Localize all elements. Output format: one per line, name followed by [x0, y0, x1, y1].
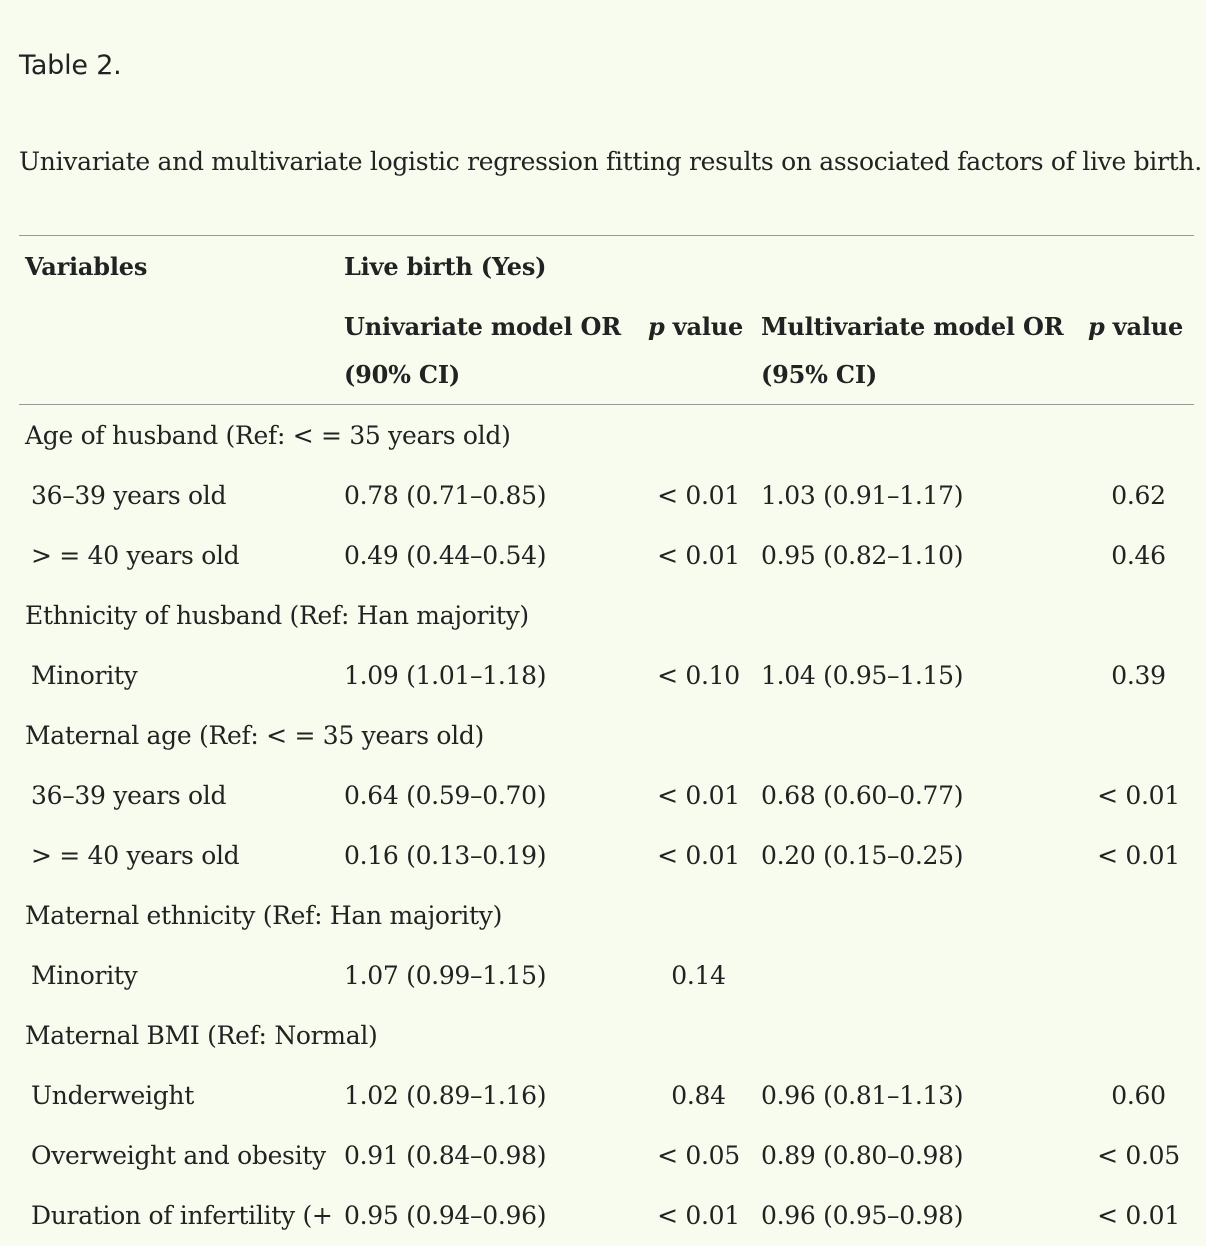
cell-univariate-p: < 0.10: [657, 661, 740, 690]
cell-univariate-p: < 0.01: [657, 481, 740, 510]
cell-multivariate-p: < 0.01: [1097, 1201, 1180, 1230]
cell-multivariate-or: 0.20 (0.15–0.25): [761, 841, 964, 870]
cell-variable: 36–39 years old: [31, 481, 227, 510]
cell-variable: Minority: [31, 661, 138, 690]
table-group-row: [0, 706, 1206, 766]
p-value-text: value: [1104, 312, 1184, 341]
cell-univariate-p: < 0.01: [657, 541, 740, 570]
cell-multivariate-or: 0.96 (0.95–0.98): [761, 1201, 964, 1230]
header-bottom-rule: [19, 404, 1194, 405]
header-univariate-p-value: [648, 303, 743, 351]
cell-univariate-or: 0.95 (0.94–0.96): [344, 1201, 547, 1230]
cell-univariate-p: < 0.05: [657, 1141, 740, 1170]
cell-univariate-or: 0.91 (0.84–0.98): [344, 1141, 547, 1170]
cell-univariate-p: 0.14: [671, 961, 726, 990]
cell-univariate-or: 1.02 (0.89–1.16): [344, 1081, 547, 1110]
table-row: [0, 1066, 1206, 1126]
cell-variable: Maternal age (Ref: < = 35 years old): [25, 721, 484, 750]
cell-variable: Maternal BMI (Ref: Normal): [25, 1021, 378, 1050]
p-value-text: value: [664, 312, 744, 341]
table-body: [0, 406, 1206, 1246]
cell-variable: Duration of infertility (+: [31, 1201, 333, 1230]
cell-variable: Age of husband (Ref: < = 35 years old): [25, 421, 511, 450]
cell-multivariate-or: 0.96 (0.81–1.13): [761, 1081, 964, 1110]
table-row: [0, 1186, 1206, 1246]
cell-multivariate-or: 0.89 (0.80–0.98): [761, 1141, 964, 1170]
cell-univariate-or: 0.49 (0.44–0.54): [344, 541, 547, 570]
table-group-row: [0, 586, 1206, 646]
cell-univariate-or: 0.78 (0.71–0.85): [344, 481, 547, 510]
table-group-row: [0, 1006, 1206, 1066]
table-group-row: [0, 406, 1206, 466]
cell-variable: > = 40 years old: [31, 541, 240, 570]
header-variables: Variables: [25, 252, 148, 281]
table-row: [0, 766, 1206, 826]
cell-univariate-p: < 0.01: [657, 781, 740, 810]
cell-multivariate-p: 0.39: [1111, 661, 1166, 690]
header-group-live-birth: Live birth (Yes): [344, 252, 547, 281]
cell-multivariate-or: 0.95 (0.82–1.10): [761, 541, 964, 570]
cell-variable: > = 40 years old: [31, 841, 240, 870]
cell-variable: Underweight: [31, 1081, 194, 1110]
cell-univariate-p: < 0.01: [657, 841, 740, 870]
header-multivariate-p-value: [1088, 303, 1183, 351]
table-row: [0, 526, 1206, 586]
table-group-row: [0, 886, 1206, 946]
table-row: [0, 646, 1206, 706]
cell-univariate-or: 0.64 (0.59–0.70): [344, 781, 547, 810]
cell-variable: Maternal ethnicity (Ref: Han majority): [25, 901, 503, 930]
table-row: [0, 946, 1206, 1006]
cell-univariate-or: 1.07 (0.99–1.15): [344, 961, 547, 990]
cell-univariate-p: 0.84: [671, 1081, 726, 1110]
cell-multivariate-p: < 0.05: [1097, 1141, 1180, 1170]
cell-variable: 36–39 years old: [31, 781, 227, 810]
cell-univariate-or: 0.16 (0.13–0.19): [344, 841, 547, 870]
p-italic: p: [1088, 312, 1105, 341]
cell-univariate-or: 1.09 (1.01–1.18): [344, 661, 547, 690]
p-italic: p: [648, 312, 665, 341]
cell-univariate-p: < 0.01: [657, 1201, 740, 1230]
cell-multivariate-p: < 0.01: [1097, 781, 1180, 810]
cell-multivariate-p: < 0.01: [1097, 841, 1180, 870]
table-row: [0, 826, 1206, 886]
cell-multivariate-p: 0.46: [1111, 541, 1166, 570]
table-label: Table 2.: [19, 50, 122, 81]
cell-multivariate-p: 0.60: [1111, 1081, 1166, 1110]
cell-multivariate-or: 1.03 (0.91–1.17): [761, 481, 964, 510]
cell-multivariate-or: 1.04 (0.95–1.15): [761, 661, 964, 690]
table-row: [0, 466, 1206, 526]
header-multivariate-or: Multivariate model OR: [761, 312, 1064, 341]
cell-variable: Overweight and obesity: [31, 1141, 326, 1170]
header-univariate-or: Univariate model OR: [344, 312, 621, 341]
table-caption: Univariate and multivariate logistic regression fitting results on associated factors of live birth.: [19, 147, 1202, 176]
table-row: [0, 1126, 1206, 1186]
header-univariate-ci: (90% CI): [344, 360, 460, 389]
cell-variable: Ethnicity of husband (Ref: Han majority): [25, 601, 529, 630]
table-top-rule: [19, 235, 1194, 236]
header-multivariate-ci: (95% CI): [761, 360, 877, 389]
cell-multivariate-or: 0.68 (0.60–0.77): [761, 781, 964, 810]
cell-variable: Minority: [31, 961, 138, 990]
cell-multivariate-p: 0.62: [1111, 481, 1166, 510]
